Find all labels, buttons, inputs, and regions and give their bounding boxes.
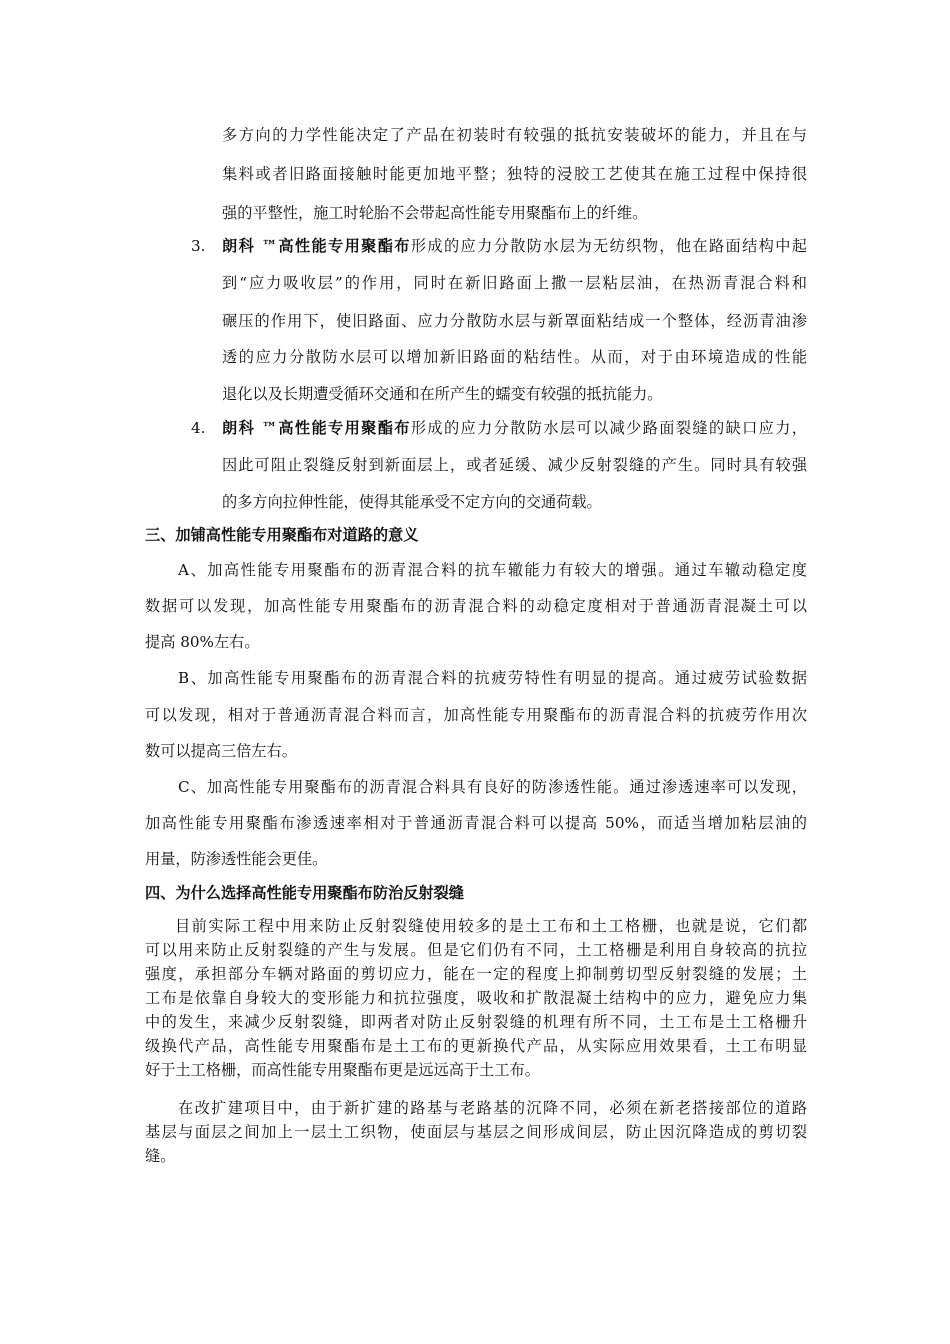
item3-line-3: 碾压的作用下，使旧路面、应力分散防水层与新罩面粘结成一个整体，经沥青油渗 <box>222 312 807 330</box>
item4-line-2: 因此可阻止裂缝反射到新面层上，或者延缓、减少反射裂缝的产生。同时具有较强 <box>222 456 807 474</box>
item3-line-1 <box>222 236 807 256</box>
para-b-line-2: 可以发现，相对于普通沥青混合料而言，加高性能专用聚酯布的沥青混合料的抗疲劳作用次 <box>145 706 807 724</box>
item3-line-4: 透的应力分散防水层可以增加新旧路面的粘结性。从而，对于由环境造成的性能 <box>222 348 807 366</box>
para-a-line-2: 数据可以发现，加高性能专用聚酯布的沥青混合料的动稳定度相对于普通沥青混凝土可以 <box>145 597 807 615</box>
para-2-line-1: 在改扩建项目中，由于新扩建的路基与老路基的沉降不同，必须在新老搭接部位的道路 <box>178 1099 807 1117</box>
para-b-line-1: B、加高性能专用聚酯布的沥青混合料的抗疲劳特性有明显的提高。通过疲劳试验数据 <box>178 669 807 687</box>
item3-product-name: 朗科 ™高性能专用聚酯布 <box>222 237 411 255</box>
item2-line-2: 集料或者旧路面接触时能更加地平整；独特的浸胶工艺使其在施工过程中保持很 <box>222 165 807 183</box>
item2-line-3: 强的平整性，施工时轮胎不会带起高性能专用聚酯布上的纤维。 <box>222 204 648 222</box>
para-a-line-1: A、加高性能专用聚酯布的沥青混合料的抗车辙能力有较大的增强。通过车辙动稳定度 <box>178 561 807 579</box>
para-1-line-1: 目前实际工程中用来防止反射裂缝使用较多的是土工布和土工格栅，也就是说，它们都 <box>175 917 807 935</box>
item4-first-rest: 形成的应力分散防水层可以减少路面裂缝的缺口应力， <box>410 419 807 437</box>
para-b-line-3: 数可以提高三倍左右。 <box>145 742 297 760</box>
para-2-line-2: 基层与面层之间加上一层土工织物，使面层与基层之间形成间层，防止因沉降造成的剪切裂 <box>145 1123 807 1141</box>
item3-number: 3. <box>191 237 206 255</box>
item3-line-2: 到“应力吸收层”的作用，同时在新旧路面上撒一层粘层油，在热沥青混合料和 <box>222 274 807 292</box>
para-1-line-2: 可以用来防止反射裂缝的产生与发展。但是它们仍有不同，土工格栅是利用自身较高的抗拉 <box>145 941 807 959</box>
item4-line-1 <box>222 418 807 438</box>
para-1-line-3: 强度，承担部分车辆对路面的剪切应力，能在一定的程度上抑制剪切型反射裂缝的发展；土 <box>145 965 807 983</box>
para-a-line-3: 提高 80%左右。 <box>145 633 260 651</box>
para-1-line-6: 级换代产品，高性能专用聚酯布是土工布的更新换代产品，从实际应用效果看，土工布明显 <box>145 1037 807 1055</box>
para-c-line-1: C、加高性能专用聚酯布的沥青混合料具有良好的防渗透性能。通过渗透速率可以发现， <box>178 778 807 796</box>
item3-line-5: 退化以及长期遭受循环交通和在所产生的蠕变有较强的抵抗能力。 <box>222 385 663 403</box>
para-c-line-3: 用量，防渗透性能会更佳。 <box>145 850 328 868</box>
para-1-line-7: 好于土工格栅，而高性能专用聚酯布更是远远高于土工布。 <box>145 1061 540 1079</box>
section3-heading: 三、加铺高性能专用聚酯布对道路的意义 <box>145 526 419 544</box>
para-1-line-4: 工布是依靠自身较大的变形能力和抗拉强度，吸收和扩散混凝土结构中的应力，避免应力集 <box>145 989 807 1007</box>
para-1-line-5: 中的发生，来减少反射裂缝，即两者对防止反射裂缝的机理有所不同，土工布是土工格栅升 <box>145 1013 807 1031</box>
para-c-line-2: 加高性能专用聚酯布渗透速率相对于普通沥青混合料可以提高 50%，而适当增加粘层油的 <box>145 814 807 832</box>
item4-product-name: 朗科 ™高性能专用聚酯布 <box>222 419 411 437</box>
section4-heading: 四、为什么选择高性能专用聚酯布防治反射裂缝 <box>145 884 464 902</box>
para-2-line-3: 缝。 <box>145 1147 176 1165</box>
item2-line-1: 多方向的力学性能决定了产品在初装时有较强的抵抗安装破坏的能力，并且在与 <box>222 126 807 144</box>
item4-line-3: 的多方向拉伸性能，使得其能承受不定方向的交通荷载。 <box>222 493 602 511</box>
item3-first-rest: 形成的应力分散防水层为无纺织物，他在路面结构中起 <box>410 237 807 255</box>
item4-number: 4. <box>191 419 206 437</box>
